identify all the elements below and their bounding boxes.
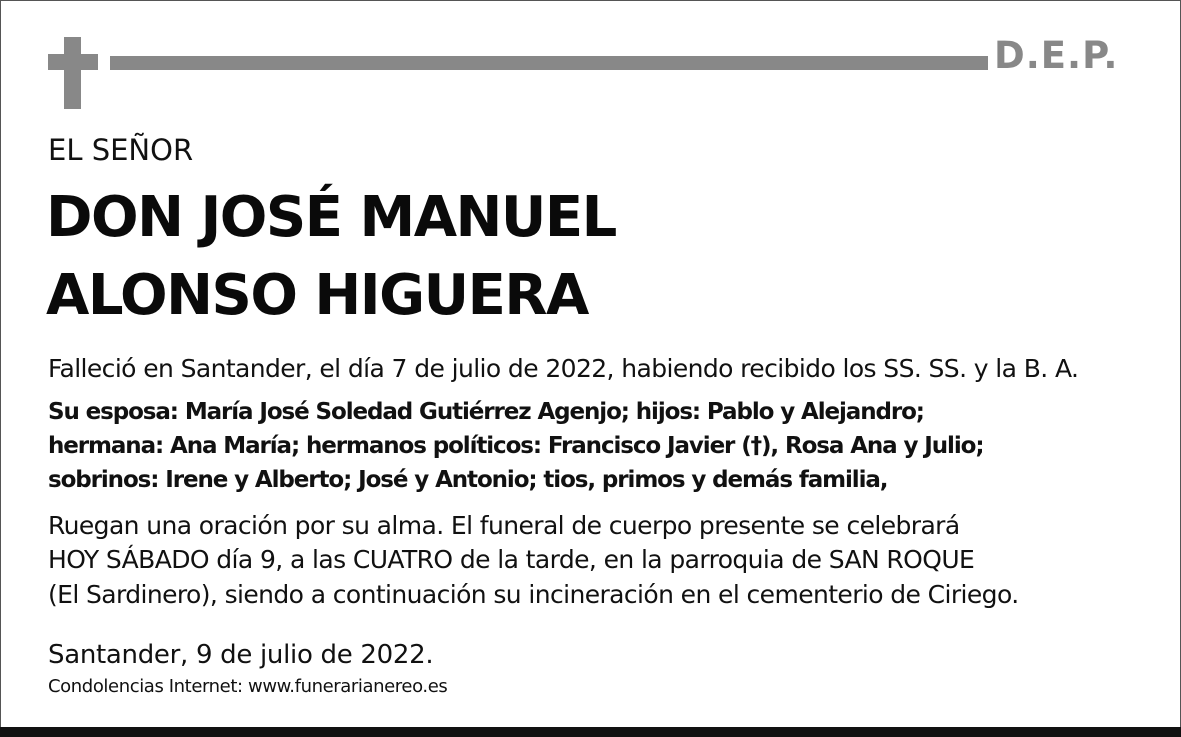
cross-icon (48, 37, 98, 109)
service-line: HOY SÁBADO día 9, a las CUATRO de la tarde, en la parroquia de SAN ROQUE (48, 545, 975, 574)
cross-horizontal-bar (48, 54, 98, 70)
cross-vertical-bar (64, 37, 81, 109)
deceased-name-line-2: ALONSO HIGUERA (46, 263, 588, 328)
service-line: Ruegan una oración por su alma. El funeral de cuerpo presente se celebrará (48, 511, 960, 540)
bottom-rule (0, 727, 1181, 737)
death-statement: Falleció en Santander, el día 7 de julio de 2022, habiendo recibido los SS. SS. y la B. A. (48, 354, 1079, 383)
place-and-date: Santander, 9 de julio de 2022. (48, 640, 434, 670)
family-line: hermana: Ana María; hermanos políticos: Francisco Javier (†), Rosa Ana y Julio; (48, 433, 984, 459)
service-line: (El Sardinero), siendo a continuación su incineración en el cementerio de Ciriego. (48, 580, 1019, 609)
family-line: sobrinos: Irene y Alberto; José y Antonio; tios, primos y demás familia, (48, 467, 888, 493)
header-rule (110, 56, 988, 70)
family-line: Su esposa: María José Soledad Gutiérrez Agenjo; hijos: Pablo y Alejandro; (48, 399, 924, 425)
condolences-link[interactable]: Condolencias Internet: www.funerarianereo.es (48, 676, 448, 697)
honorific: EL SEÑOR (48, 133, 194, 167)
deceased-name-line-1: DON JOSÉ MANUEL (46, 185, 616, 250)
dep-label: D.E.P. (994, 34, 1119, 77)
